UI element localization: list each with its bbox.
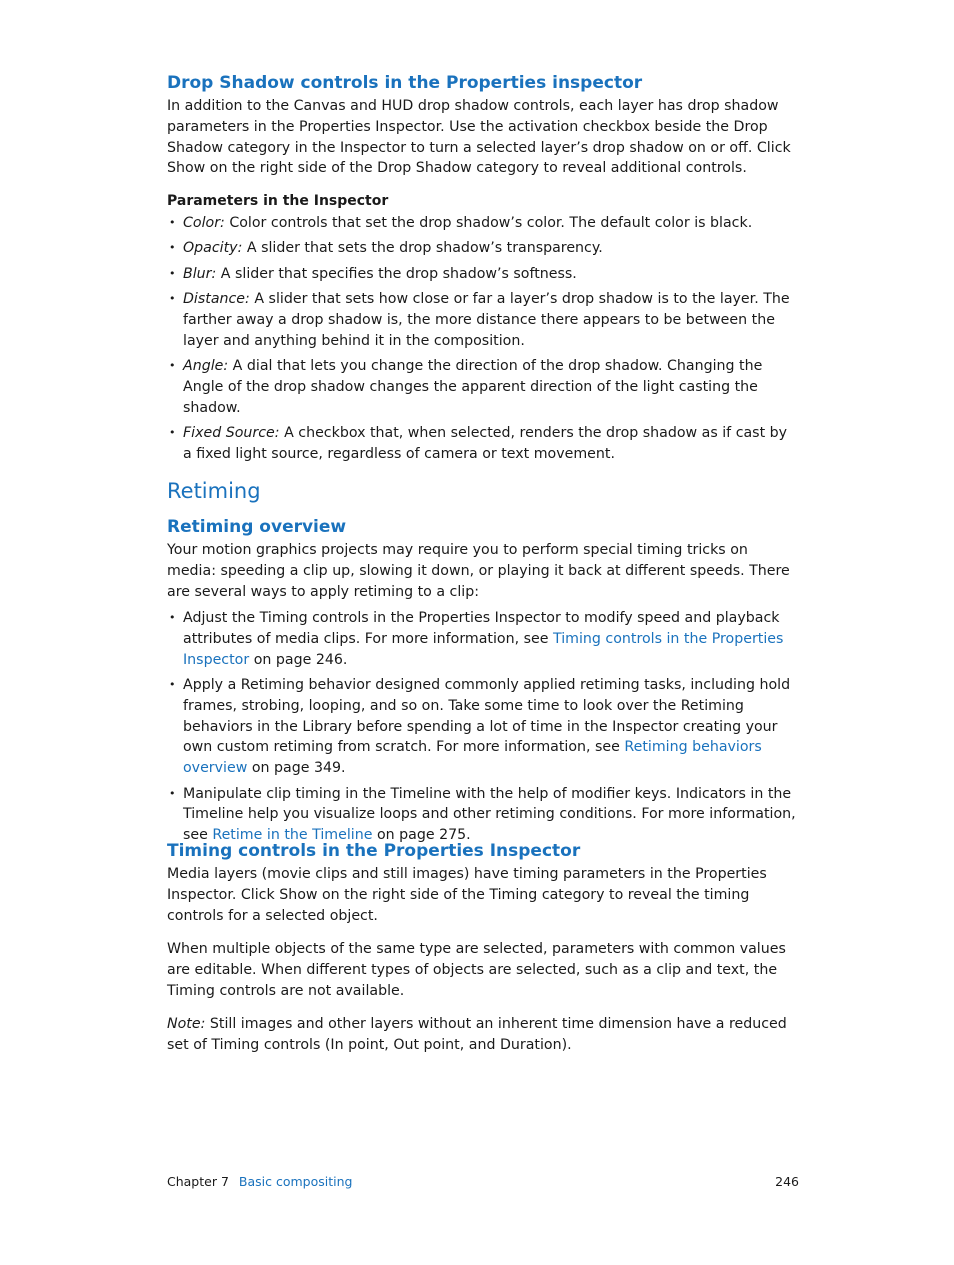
list-item — [167, 675, 799, 779]
param-term: Blur: — [183, 265, 217, 282]
param-text: A slider that specifies the drop shadow’s softness. — [216, 265, 577, 282]
link-retiming-behaviors[interactable]: Retiming behaviors overview — [183, 739, 762, 777]
param-text: A slider that sets the drop shadow’s transparency. — [242, 240, 603, 257]
timing-para-2: When multiple objects of the same type are selected, parameters with common values are editable. When different types of objects are selected, such as a clip and text, the Timing controls are not available. — [167, 941, 786, 999]
bullet-text: on page 275. — [372, 827, 471, 844]
list-item — [167, 356, 799, 418]
list-item — [167, 238, 799, 259]
section-heading-drop-shadow: Drop Shadow controls in the Properties inspector — [167, 73, 643, 93]
retiming-list — [167, 608, 799, 846]
bullet-text: Manipulate clip timing in the Timeline with the help of modifier keys. Indicators in the Timeline help you visualize loops and other retiming conditions. For more information, see — [183, 785, 796, 844]
timing-note — [167, 1014, 799, 1056]
section-title-retiming: Retiming — [167, 479, 261, 503]
section-heading-retiming-overview: Retiming overview — [167, 517, 347, 537]
list-item — [167, 264, 799, 285]
bullet-text: Adjust the Timing controls in the Properties Inspector to modify speed and playback attributes of media clips. For more information, see — [183, 610, 780, 647]
params-subheading: Parameters in the Inspector — [167, 193, 389, 209]
timing-para-1: Media layers (movie clips and still images) have timing parameters in the Properties Inspector. Click Show on the right side of the Timing category to reveal the timing controls for a selected object. — [167, 866, 767, 924]
param-text: A checkbox that, when selected, renders the drop shadow as if cast by a fixed light source, regardless of camera or text movement. — [183, 425, 788, 462]
params-list — [167, 213, 799, 465]
link-retime-timeline[interactable]: Retime in the Timeline — [212, 827, 373, 844]
list-item — [167, 784, 799, 846]
footer-chapter — [167, 1174, 352, 1189]
page-number: 246 — [775, 1174, 799, 1189]
param-text: A slider that sets how close or far a layer’s drop shadow is to the layer. The farther away a drop shadow is, the more distance there appears to be between the layer and anything behind it in the composition. — [183, 291, 790, 349]
list-item — [167, 213, 799, 234]
param-text: Color controls that set the drop shadow’s color. The default color is black. — [224, 215, 753, 231]
list-item — [167, 608, 799, 670]
param-text: A dial that lets you change the direction of the drop shadow. Changing the Angle of the drop shadow changes the apparent direction of the light casting the shadow. — [183, 358, 763, 416]
chapter-title-link[interactable]: Basic compositing — [238, 1174, 353, 1189]
note-label: Note: — [167, 1016, 206, 1032]
list-item — [167, 289, 799, 351]
param-term: Fixed Source: — [183, 425, 280, 442]
param-term: Opacity: — [183, 240, 243, 257]
list-item — [167, 423, 799, 465]
link-timing-controls[interactable]: Timing controls in the Properties Inspector — [183, 630, 784, 668]
bullet-text: Apply a Retiming behavior designed commonly applied retiming tasks, including hold frames, strobing, looping, and so on. Take some time to look over the Retiming behaviors in the Library before spending a lot of time in the Inspector creating your own custom retiming from scratch. For more information, see — [183, 676, 791, 756]
chapter-label: Chapter 7 — [167, 1174, 229, 1189]
section-heading-timing-controls: Timing controls in the Properties Inspector — [167, 841, 581, 861]
note-text: Still images and other layers without an inherent time dimension have a reduced set of Timing controls (In point, Out point, and Duration). — [167, 1016, 787, 1053]
retiming-overview-intro: Your motion graphics projects may require you to perform special timing tricks on media: speeding a clip up, slowing it down, or playing it back at different speeds. There are several ways to apply retiming to a clip: — [167, 542, 790, 600]
param-term: Angle: — [183, 358, 229, 375]
param-term: Distance: — [183, 291, 250, 308]
drop-shadow-intro: In addition to the Canvas and HUD drop shadow controls, each layer has drop shadow parameters in the Properties Inspector. Use the activation checkbox beside the Drop Shadow category in the Inspector to turn a selected layer’s drop shadow on or off. Click Show on the right side of the Drop Shadow category to reveal additional controls. — [167, 98, 791, 177]
bullet-text: on page 246. — [249, 651, 348, 668]
bullet-text: on page 349. — [247, 760, 346, 777]
param-term: Color: — [183, 215, 225, 231]
